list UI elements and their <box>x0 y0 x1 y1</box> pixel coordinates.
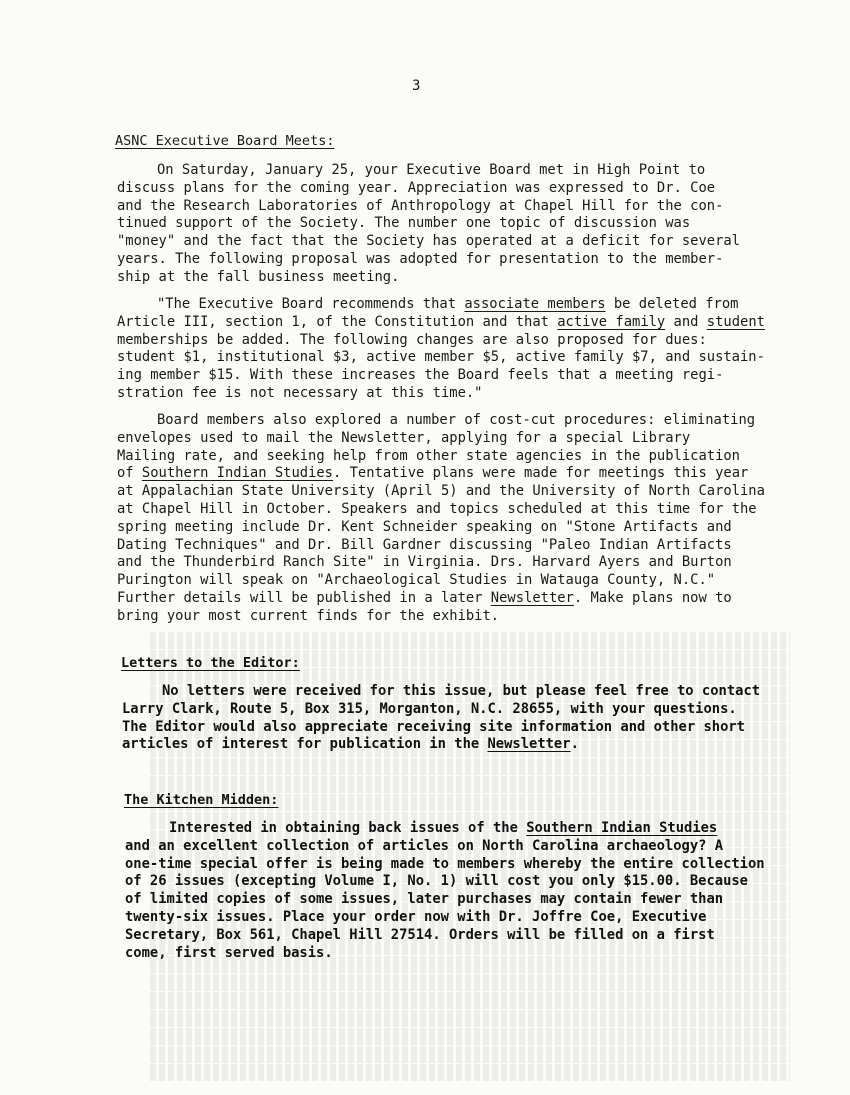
heading-board-meets: ASNC Executive Board Meets: <box>115 133 335 149</box>
heading-kitchen-midden: The Kitchen Midden: <box>124 792 279 808</box>
newsletter-title: Newsletter <box>490 589 574 606</box>
heading-letters-to-editor: Letters to the Editor: <box>121 655 300 671</box>
newsletter-line-text: Further details will be published in a later <box>117 589 491 606</box>
paragraph-board-intro: On Saturday, January 25, your Executive Board met in High Point to discuss plans for the coming year. Appreciation was expressed to Dr. Coe and the Research Laboratories of Anthropology at Chapel Hill for the con- tinued support of the Society. The number one topic of discussion was "money" and the fact that the Society has operated at a deficit for several years. The following proposal was adopted for presentation to the member- ship at the fall business meeting. <box>117 162 740 285</box>
page-number: 3 <box>412 78 421 94</box>
paragraph-letters: No letters were received for this issue, but please feel free to contact Larry Clark, Route 5, Box 315, Morganton, N.C. 28655, with your questions. The Editor would also appreciate receiving site information and other short articles of interest for publication in the Newsletter. <box>122 683 761 753</box>
newsletter-line-end: . Make plans now to <box>573 589 732 606</box>
paragraph-board-procedures: Board members also explored a number of cost-cut procedures: eliminating envelopes used to mail the Newsletter, applying for a special Library Mailing rate, and seeking help from other state agencies in the publication of Southern Indian Studies. Tentative plans were made for meetings this year at Appalachian State University (April 5) and the University of North Carolina at Chapel Hill in October. Speakers and topics scheduled at this time for the spring meeting include Dr. Kent Schneider speaking on "Stone Artifacts and Dating Techniques" and Dr. Bill Gardner discussing "Paleo Indian Artifacts and the Thunderbird Ranch Site" in Virginia. Drs. Harvard Ayers and Burton Purington will speak on "Archaeological Studies in Watauga County, N.C." Further details will be published in a later Newsletter. Make plans now to bring your most current finds for the exhibit. <box>117 412 765 624</box>
paragraph-kitchen-midden: Interested in obtaining back issues of the Southern Indian Studies and an excellent collection of articles on North Carolina archaeology? A one-time special offer is being made to members whereby the entire collection of 26 issues (excepting Volume I, No. 1) will cost you only $15.00. Because of limited copies of some issues, later purchases may contain fewer than twenty-six issues. Place your order now with Dr. Joffre Coe, Executive Secretary, Box 561, Chapel Hill 27514. Orders will be filled on a first come, first served basis. <box>125 820 765 961</box>
paragraph-board-proposal: "The Executive Board recommends that associate members be deleted from Article III, section 1, of the Constitution and that active family and student memberships be added. The following changes are also proposed for dues: student $1, institutional $3, active member $5, active family $7, and sustain- ing member $15. With these increases the Board feels that a meeting regi- stration fee is not necessary at this time." <box>117 296 765 401</box>
